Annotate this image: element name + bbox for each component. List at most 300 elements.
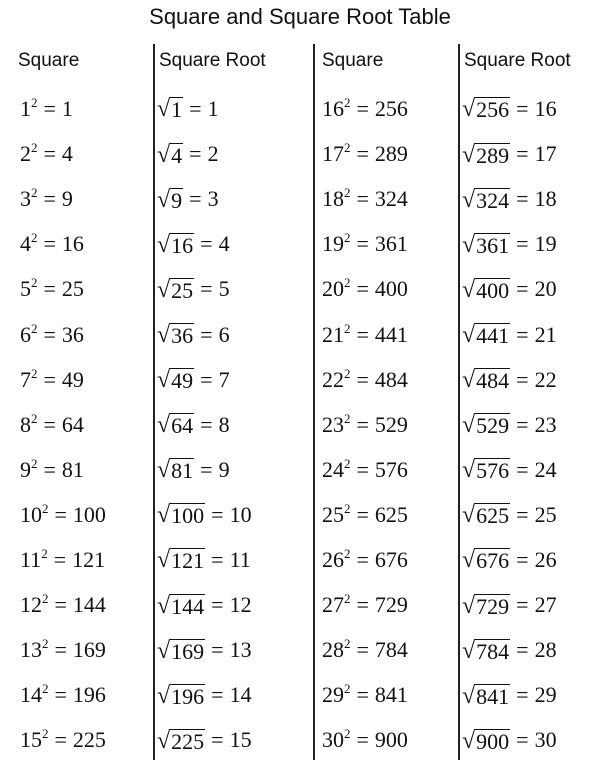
equals-sign: =	[211, 682, 224, 708]
root-value: 8	[218, 411, 230, 437]
square-root-cell	[462, 447, 557, 492]
radicand: 361	[476, 232, 510, 258]
equals-sign: =	[43, 321, 56, 347]
square-cell	[20, 717, 106, 762]
radicand: 529	[476, 413, 510, 439]
square-root-cell	[157, 312, 230, 357]
square-cell	[20, 131, 73, 176]
equals-sign: =	[200, 276, 213, 302]
square-cell	[20, 492, 106, 537]
equals-sign: =	[356, 547, 369, 572]
equals-sign: =	[43, 186, 56, 212]
equals-sign: =	[43, 96, 56, 121]
radicand: 4	[171, 142, 183, 168]
root-value: 14	[229, 682, 252, 708]
equals-sign: =	[54, 592, 67, 618]
radicand: 25	[171, 277, 194, 303]
base-number: 27	[322, 592, 344, 618]
exponent: 2	[31, 410, 38, 426]
exponent: 2	[344, 681, 351, 697]
square-value: 144	[72, 592, 106, 618]
square-value: 25	[61, 276, 84, 302]
square-cell	[20, 86, 73, 131]
radicand: 784	[476, 638, 510, 664]
equals-sign: =	[200, 411, 213, 437]
radicand: 9	[171, 187, 183, 213]
equals-sign: =	[200, 231, 213, 257]
equals-sign: =	[356, 186, 369, 212]
root-value: 18	[534, 186, 557, 212]
exponent: 2	[31, 185, 38, 201]
square-value: 484	[374, 366, 408, 392]
equals-sign: =	[211, 592, 224, 618]
square-cell	[20, 357, 84, 402]
base-number: 6	[20, 321, 31, 347]
radicand: 100	[171, 503, 205, 529]
square-value: 676	[374, 547, 408, 572]
equals-sign: =	[516, 321, 529, 347]
root-value: 22	[534, 366, 557, 392]
root-value: 13	[229, 637, 252, 663]
square-root-cell	[462, 582, 557, 627]
root-value: 5	[218, 276, 230, 302]
base-number: 21	[322, 321, 344, 347]
equals-sign: =	[516, 186, 529, 212]
radicand: 64	[171, 413, 194, 439]
equals-sign: =	[54, 637, 67, 663]
base-number: 25	[322, 501, 344, 527]
root-value: 23	[534, 411, 557, 437]
exponent: 2	[344, 546, 351, 561]
square-value: 625	[374, 501, 408, 527]
radicand: 81	[171, 458, 194, 484]
square-root-cell	[462, 717, 557, 762]
equals-sign: =	[356, 141, 369, 167]
exponent: 2	[344, 140, 351, 156]
radical-sign: √	[462, 637, 476, 664]
square-cell	[20, 537, 105, 582]
root-value: 26	[534, 547, 557, 572]
radical-sign: √	[462, 141, 476, 168]
square-value: 784	[374, 637, 408, 663]
radical-sign: √	[462, 592, 476, 619]
radical-sign: √	[157, 412, 171, 439]
radicand: 676	[476, 548, 510, 574]
radical-sign: √	[157, 186, 171, 213]
square-root-cell	[462, 672, 557, 717]
square-root-cell	[462, 537, 557, 582]
root-value: 10	[229, 501, 252, 527]
base-number: 11	[20, 547, 42, 572]
exponent: 2	[31, 455, 38, 471]
square-root-cell	[157, 672, 252, 717]
page-title: Square and Square Root Table	[149, 4, 451, 29]
equals-sign: =	[516, 682, 529, 708]
root-value: 27	[534, 592, 557, 618]
square-root-cell	[157, 86, 219, 131]
radical-sign: √	[462, 547, 476, 574]
equals-sign: =	[43, 141, 56, 167]
radicand: 256	[476, 97, 510, 123]
radical-sign: √	[462, 231, 476, 258]
base-number: 7	[20, 366, 31, 392]
equals-sign: =	[516, 501, 529, 527]
square-cell	[322, 447, 408, 492]
radicand: 729	[476, 593, 510, 619]
square-value: 441	[374, 321, 408, 347]
radical-sign: √	[157, 96, 171, 123]
root-value: 16	[534, 96, 557, 121]
radical-sign: √	[157, 367, 171, 394]
root-value: 24	[534, 456, 557, 482]
equals-sign: =	[211, 727, 224, 753]
root-value: 15	[229, 727, 252, 753]
radical-sign: √	[157, 321, 171, 348]
equals-sign: =	[356, 231, 369, 257]
equals-sign: =	[516, 547, 529, 572]
square-value: 841	[374, 682, 408, 708]
exponent: 2	[42, 726, 49, 742]
square-cell	[322, 266, 408, 311]
square-cell	[20, 221, 84, 266]
square-cell	[322, 312, 408, 357]
square-value: 169	[72, 637, 106, 663]
square-root-cell	[157, 582, 252, 627]
square-cell	[322, 86, 408, 131]
square-cell	[322, 221, 408, 266]
base-number: 17	[322, 141, 344, 167]
square-root-cell	[157, 402, 230, 447]
equals-sign: =	[516, 592, 529, 618]
radical-sign: √	[462, 276, 476, 303]
square-cell	[20, 672, 106, 717]
square-root-cell	[157, 627, 252, 672]
square-cell	[20, 312, 84, 357]
base-number: 30	[322, 727, 344, 753]
base-number: 23	[322, 411, 344, 437]
equals-sign: =	[356, 501, 369, 527]
equals-sign: =	[516, 141, 529, 167]
square-cell	[322, 357, 408, 402]
base-number: 9	[20, 456, 31, 482]
root-value: 6	[218, 321, 230, 347]
radical-sign: √	[157, 637, 171, 664]
square-root-cell	[157, 717, 252, 762]
exponent: 2	[344, 726, 351, 742]
square-value: 289	[374, 141, 408, 167]
square-cell	[322, 402, 408, 447]
equals-sign: =	[356, 276, 369, 302]
radicand: 400	[476, 277, 510, 303]
root-value: 7	[218, 366, 230, 392]
equals-sign: =	[43, 231, 56, 257]
header-square-1: Square	[18, 50, 80, 71]
radicand: 36	[171, 322, 194, 348]
square-value: 900	[374, 727, 408, 753]
square-root-cell	[462, 312, 557, 357]
exponent: 2	[344, 320, 351, 336]
exponent: 2	[31, 365, 38, 381]
square-value: 4	[61, 141, 73, 167]
radicand: 625	[476, 503, 510, 529]
radical-sign: √	[157, 727, 171, 754]
exponent: 2	[344, 500, 351, 516]
equals-sign: =	[516, 96, 529, 121]
root-value: 19	[534, 231, 557, 257]
base-number: 2	[20, 141, 31, 167]
root-value: 2	[207, 141, 219, 167]
square-cell	[322, 492, 408, 537]
square-cell	[20, 402, 84, 447]
base-number: 24	[322, 456, 344, 482]
equals-sign: =	[516, 231, 529, 257]
equals-sign: =	[356, 411, 369, 437]
square-value: 729	[374, 592, 408, 618]
exponent: 2	[344, 410, 351, 426]
equals-sign: =	[356, 727, 369, 753]
equals-sign: =	[356, 637, 369, 663]
equals-sign: =	[200, 321, 213, 347]
square-cell	[20, 447, 84, 492]
square-value: 400	[374, 276, 408, 302]
base-number: 14	[20, 682, 42, 708]
equals-sign: =	[516, 411, 529, 437]
base-number: 4	[20, 231, 31, 257]
square-cell	[322, 131, 408, 176]
square-cell	[322, 176, 408, 221]
exponent: 2	[42, 591, 49, 607]
radical-sign: √	[462, 367, 476, 394]
radical-sign: √	[462, 186, 476, 213]
root-value: 21	[534, 321, 557, 347]
square-cell	[20, 176, 73, 221]
radical-sign: √	[157, 231, 171, 258]
radical-sign: √	[462, 502, 476, 529]
square-cell	[322, 672, 408, 717]
root-value: 29	[534, 682, 557, 708]
equals-sign: =	[43, 456, 56, 482]
equals-sign: =	[189, 186, 202, 212]
base-number: 26	[322, 547, 344, 572]
equals-sign: =	[516, 366, 529, 392]
square-value: 225	[72, 727, 106, 753]
radical-sign: √	[462, 727, 476, 754]
radical-sign: √	[462, 682, 476, 709]
exponent: 2	[344, 591, 351, 607]
equals-sign: =	[211, 501, 224, 527]
radical-sign: √	[462, 96, 476, 123]
root-value: 17	[534, 141, 557, 167]
radicand: 841	[476, 683, 510, 709]
exponent: 2	[42, 636, 49, 652]
square-root-cell	[157, 492, 252, 537]
base-number: 22	[322, 366, 344, 392]
square-cell	[20, 582, 106, 627]
square-value: 121	[72, 547, 106, 572]
base-number: 18	[322, 186, 344, 212]
equals-sign: =	[356, 682, 369, 708]
equals-sign: =	[200, 456, 213, 482]
exponent: 2	[344, 275, 351, 291]
base-number: 20	[322, 276, 344, 302]
square-value: 196	[72, 682, 106, 708]
square-cell	[322, 627, 408, 672]
equals-sign: =	[516, 276, 529, 302]
equals-sign: =	[43, 411, 56, 437]
square-root-cell	[157, 447, 230, 492]
exponent: 2	[31, 275, 38, 291]
square-root-cell	[157, 537, 251, 582]
exponent: 2	[344, 636, 351, 652]
equals-sign: =	[356, 96, 369, 121]
square-value: 361	[374, 231, 408, 257]
exponent: 2	[344, 365, 351, 381]
base-number: 5	[20, 276, 31, 302]
equals-sign: =	[516, 637, 529, 663]
square-cell	[322, 537, 408, 582]
exponent: 2	[31, 230, 38, 246]
square-value: 36	[61, 321, 84, 347]
equals-sign: =	[516, 456, 529, 482]
equals-sign: =	[211, 547, 224, 572]
base-number: 8	[20, 411, 31, 437]
square-root-cell	[157, 266, 230, 311]
square-root-cell	[157, 357, 230, 402]
square-value: 64	[61, 411, 84, 437]
exponent: 2	[31, 320, 38, 336]
equals-sign: =	[53, 547, 67, 572]
square-value: 9	[61, 186, 73, 212]
root-value: 4	[218, 231, 230, 257]
radicand: 484	[476, 368, 510, 394]
radicand: 225	[171, 728, 205, 754]
equals-sign: =	[516, 727, 529, 753]
equals-sign: =	[356, 592, 369, 618]
radical-sign: √	[462, 412, 476, 439]
equals-sign: =	[54, 501, 67, 527]
base-number: 12	[20, 592, 42, 618]
exponent: 2	[344, 455, 351, 471]
exponent: 2	[344, 185, 351, 201]
base-number: 15	[20, 727, 42, 753]
radicand: 196	[171, 683, 205, 709]
radicand: 289	[476, 142, 510, 168]
exponent: 2	[42, 500, 49, 516]
equals-sign: =	[211, 637, 224, 663]
square-root-cell	[462, 266, 557, 311]
square-value: 324	[374, 186, 408, 212]
square-cell	[20, 627, 106, 672]
equals-sign: =	[356, 456, 369, 482]
square-root-cell	[157, 221, 230, 266]
square-value: 256	[374, 96, 408, 121]
radicand: 169	[171, 638, 205, 664]
root-value: 28	[534, 637, 557, 663]
equals-sign: =	[356, 321, 369, 347]
square-root-cell	[462, 357, 557, 402]
radicand: 900	[476, 728, 510, 754]
equals-sign: =	[189, 96, 202, 121]
radicand: 144	[171, 593, 205, 619]
radicand: 121	[171, 548, 205, 574]
equals-sign: =	[43, 366, 56, 392]
square-cell	[322, 717, 408, 762]
base-number: 1	[20, 96, 31, 121]
square-value: 529	[374, 411, 408, 437]
header-square-2: Square	[322, 50, 384, 71]
square-root-cell	[462, 492, 557, 537]
header-square-root-2: Square Root	[464, 50, 571, 71]
equals-sign: =	[54, 727, 67, 753]
exponent: 2	[31, 95, 38, 110]
square-value: 576	[374, 456, 408, 482]
base-number: 16	[322, 96, 344, 121]
radicand: 441	[476, 322, 510, 348]
square-root-cell	[462, 627, 557, 672]
square-root-cell	[462, 86, 557, 131]
square-root-cell	[157, 176, 219, 221]
exponent: 2	[31, 140, 38, 156]
square-root-cell	[462, 176, 557, 221]
radical-sign: √	[462, 457, 476, 484]
root-value: 3	[207, 186, 219, 212]
radical-sign: √	[462, 321, 476, 348]
root-value: 30	[534, 727, 557, 753]
equals-sign: =	[200, 366, 213, 392]
square-value: 100	[72, 501, 106, 527]
square-cell	[322, 582, 408, 627]
root-value: 20	[534, 276, 557, 302]
equals-sign: =	[356, 366, 369, 392]
base-number: 13	[20, 637, 42, 663]
radicand: 324	[476, 187, 510, 213]
exponent: 2	[344, 230, 351, 246]
square-cell	[20, 266, 84, 311]
root-value: 12	[229, 592, 252, 618]
root-value: 25	[534, 501, 557, 527]
header-square-root-1: Square Root	[159, 50, 266, 71]
base-number: 10	[20, 501, 42, 527]
radicand: 1	[171, 97, 183, 123]
radical-sign: √	[157, 276, 171, 303]
radicand: 576	[476, 458, 510, 484]
root-value: 11	[229, 547, 251, 572]
radical-sign: √	[157, 547, 171, 574]
square-root-cell	[462, 131, 557, 176]
base-number: 3	[20, 186, 31, 212]
equals-sign: =	[43, 276, 56, 302]
square-value: 16	[61, 231, 84, 257]
equals-sign: =	[54, 682, 67, 708]
root-value: 9	[218, 456, 230, 482]
exponent: 2	[344, 95, 351, 110]
exponent: 2	[41, 546, 48, 561]
base-number: 29	[322, 682, 344, 708]
base-number: 28	[322, 637, 344, 663]
radical-sign: √	[157, 141, 171, 168]
equals-sign: =	[189, 141, 202, 167]
radical-sign: √	[157, 502, 171, 529]
radical-sign: √	[157, 682, 171, 709]
base-number: 19	[322, 231, 344, 257]
exponent: 2	[42, 681, 49, 697]
square-root-cell	[157, 131, 219, 176]
square-value: 1	[61, 96, 73, 121]
radicand: 49	[171, 368, 194, 394]
radical-sign: √	[157, 592, 171, 619]
root-value: 1	[207, 96, 219, 121]
radical-sign: √	[157, 457, 171, 484]
